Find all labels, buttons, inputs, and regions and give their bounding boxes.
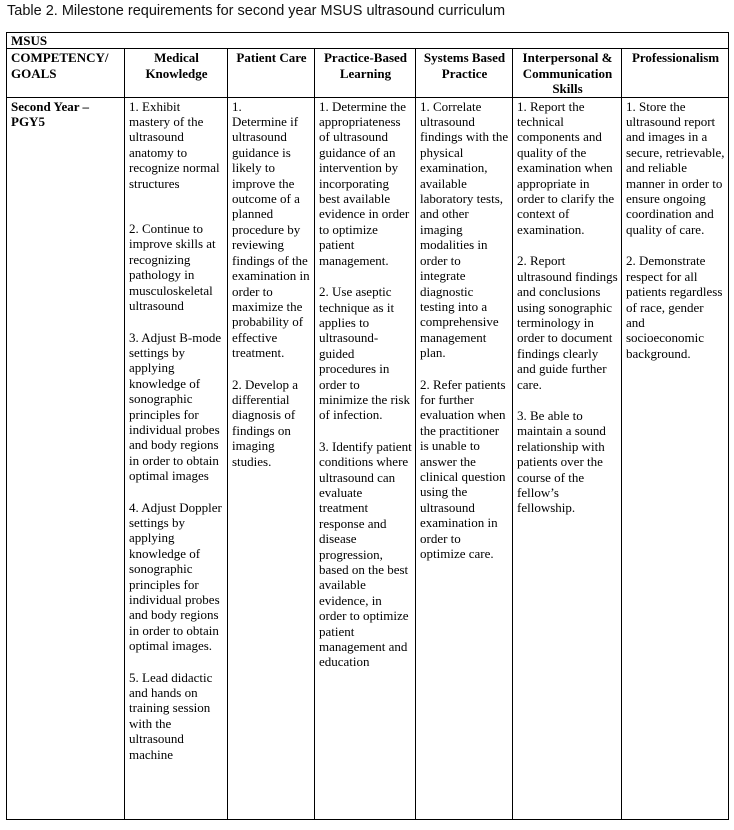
list-item: 2. Develop a differential diagnosis of findings on imaging studies. xyxy=(232,376,299,469)
systems-based-practice-cell xyxy=(416,97,513,819)
list-item: 2. Report ultrasound findings and conclusions using sonographic terminology in order to document findings clearly and guide further care. xyxy=(517,253,618,392)
header-patient-care: Patient Care xyxy=(228,49,315,97)
list-item: 2. Continue to improve skills at recognizing pathology in musculoskeletal ultrasound xyxy=(129,221,216,314)
interpersonal-communication-cell xyxy=(513,97,622,819)
list-item: 4. Adjust Doppler settings by applying knowledge of sonographic principles for individual probes and body regions in order to obtain optimal images. xyxy=(129,499,222,654)
list-item: 5. Lead didactic and hands on training session with the ultrasound machine xyxy=(129,669,213,762)
practice-based-learning-cell xyxy=(315,97,416,819)
medical-knowledge-cell xyxy=(125,97,228,819)
list-item: 1. xyxy=(232,98,242,114)
table-row xyxy=(7,97,729,819)
list-item: 3. Adjust B-mode settings by applying knowledge of sonographic principles for individual probes and body regions in order to obtain optimal images xyxy=(129,329,222,484)
list-item: 1. Exhibit mastery of the ultrasound anatomy to recognize normal structures xyxy=(129,98,220,191)
group-header: MSUS xyxy=(7,33,729,49)
list-item: 1. Store the ultrasound report and images in a secure, retrievable, and reliable manner in order to ensure ongoing coordination and quality of care. xyxy=(626,98,725,237)
header-practice-based-learning: Practice-Based Learning xyxy=(315,49,416,97)
list-item: 1. Correlate ultrasound findings with the physical examination, available laboratory tests, and other imaging modalities in order to integrate diagnostic testing into a comprehensive management plan. xyxy=(420,98,509,361)
list-item: 1. Report the technical components and quality of the examination when appropriate in order to clarify the context of examination. xyxy=(517,98,615,237)
professionalism-cell xyxy=(622,97,729,819)
list-item: 2. Use aseptic technique as it applies to ultrasound-guided procedures in order to minimize the risk of infection. xyxy=(319,284,410,423)
header-systems-based-practice: Systems Based Practice xyxy=(416,49,513,97)
list-item: 1. Determine the appropriateness of ultrasound guidance of an intervention by incorporating best available evidence in order to optimize patient management. xyxy=(319,98,410,268)
header-competency-goals: COMPETENCY/ GOALS xyxy=(7,49,125,97)
list-item: Determine if ultrasound guidance is likely to improve the outcome of a planned procedure by reviewing findings of the examination in order to maximize the probability of effective treatment. xyxy=(232,114,310,361)
list-item: 2. Demonstrate respect for all patients regardless of race, gender and socioeconomic background. xyxy=(626,253,723,361)
list-item: 2. Refer patients for further evaluation when the practitioner is unable to answer the clinical question using the ultrasound examination in order to optimize care. xyxy=(420,376,506,561)
list-item: 3. Identify patient conditions where ultrasound can evaluate treatment response and disease progression, based on the best available evidence, in order to optimize patient management and education xyxy=(319,438,412,670)
list-item: 3. Be able to maintain a sound relationship with patients over the course of the fellow’s fellowship. xyxy=(517,407,606,516)
column-header-row xyxy=(7,49,729,97)
row-label: Second Year – PGY5 xyxy=(7,97,125,819)
header-professionalism: Professionalism xyxy=(622,49,729,97)
table-caption: Table 2. Milestone requirements for second year MSUS ultrasound curriculum xyxy=(7,3,506,19)
group-header-row xyxy=(7,33,729,49)
patient-care-cell xyxy=(228,97,315,819)
header-interpersonal-communication: Interpersonal & Communication Skills xyxy=(513,49,622,97)
header-medical-knowledge: Medical Knowledge xyxy=(125,49,228,97)
milestone-table xyxy=(6,32,729,820)
